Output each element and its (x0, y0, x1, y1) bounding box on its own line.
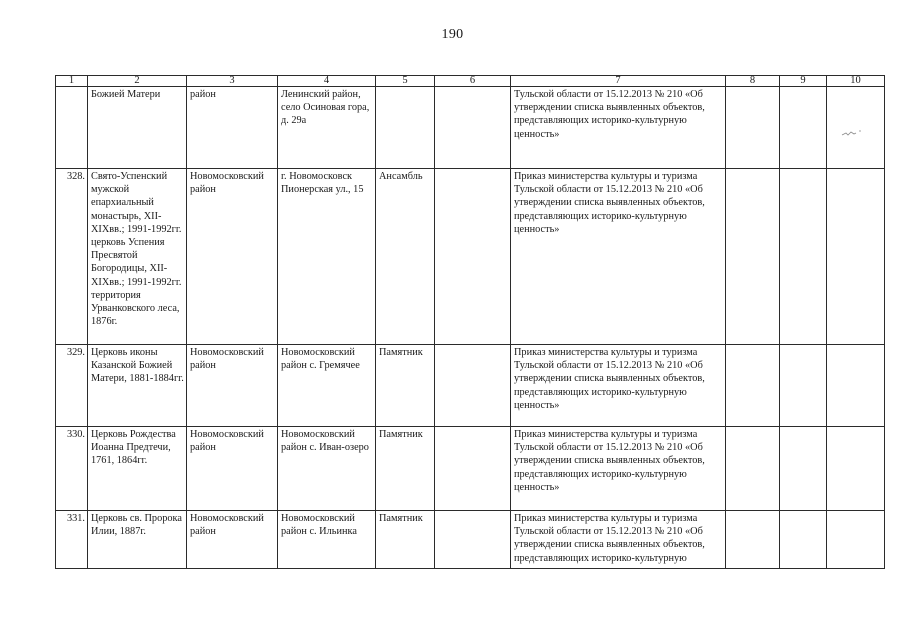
row-number: 328. (56, 169, 88, 345)
object-type (376, 87, 435, 169)
cell-col8 (726, 511, 780, 569)
cell-col10 (827, 87, 885, 169)
cell-col9 (780, 345, 827, 427)
address: Ленинский район, село Осиновая гора, д. 29а (278, 87, 376, 169)
address: Новомосковский район с. Гремячее (278, 345, 376, 427)
column-number-row (56, 76, 885, 87)
column-number: 2 (88, 76, 187, 87)
row-number: 331. (56, 511, 88, 569)
district: Новомосковский район (187, 345, 278, 427)
column-number: 7 (511, 76, 726, 87)
column-number: 1 (56, 76, 88, 87)
table-row (56, 345, 885, 427)
object-name: Церковь иконы Казанской Божией Матери, 1881-1884гг. (88, 345, 187, 427)
cell-col6 (435, 87, 511, 169)
cell-col10 (827, 427, 885, 511)
cell-col8 (726, 427, 780, 511)
cell-col9 (780, 169, 827, 345)
heritage-register-table (55, 75, 885, 569)
cell-col10 (827, 345, 885, 427)
cell-col6 (435, 511, 511, 569)
page-number: 190 (441, 27, 464, 42)
row-number: 329. (56, 345, 88, 427)
table-row (56, 87, 885, 169)
table-row (56, 427, 885, 511)
column-number: 4 (278, 76, 376, 87)
column-number: 6 (435, 76, 511, 87)
cell-col9 (780, 87, 827, 169)
row-number: 330. (56, 427, 88, 511)
cell-col9 (780, 427, 827, 511)
column-number: 9 (780, 76, 827, 87)
object-type: Памятник (376, 427, 435, 511)
column-number: 5 (376, 76, 435, 87)
column-number: 8 (726, 76, 780, 87)
object-name: Божией Матери (88, 87, 187, 169)
object-type: Памятник (376, 511, 435, 569)
protection-document: Приказ министерства культуры и туризма Тульской области от 15.12.2013 № 210 «Об утверждении списка выявленных объектов, представляющих историко-культурную ценность» (511, 169, 726, 345)
cell-col6 (435, 345, 511, 427)
address: Новомосковский район с. Ильинка (278, 511, 376, 569)
district: Новомосковский район (187, 427, 278, 511)
district: Новомосковский район (187, 169, 278, 345)
cell-col8 (726, 345, 780, 427)
table-row (56, 169, 885, 345)
address: Новомосковский район с. Иван-озеро (278, 427, 376, 511)
cell-col6 (435, 427, 511, 511)
district: район (187, 87, 278, 169)
object-type: Памятник (376, 345, 435, 427)
object-name: Церковь Рождества Иоанна Предтечи, 1761, 1864гг. (88, 427, 187, 511)
cell-col10 (827, 169, 885, 345)
object-type: Ансамбль (376, 169, 435, 345)
address: г. Новомосковск Пионерская ул., 15 (278, 169, 376, 345)
object-name: Церковь св. Пророка Илии, 1887г. (88, 511, 187, 569)
table-row (56, 511, 885, 569)
cell-col8 (726, 87, 780, 169)
cell-col10 (827, 511, 885, 569)
pen-mark-scribble (841, 129, 863, 139)
cell-col9 (780, 511, 827, 569)
column-number: 10 (827, 76, 885, 87)
district: Новомосковский район (187, 511, 278, 569)
protection-document: Приказ министерства культуры и туризма Тульской области от 15.12.2013 № 210 «Об утверждении списка выявленных объектов, представляющих историко-культурную ценность» (511, 345, 726, 427)
cell-col6 (435, 169, 511, 345)
row-number (56, 87, 88, 169)
column-number: 3 (187, 76, 278, 87)
protection-document: Тульской области от 15.12.2013 № 210 «Об утверждении списка выявленных объектов, представляющих историко-культурную ценность» (511, 87, 726, 169)
object-name: Свято-Успенский мужской епархиальный монастырь, XII-XIXвв.; 1991-1992гг. церковь Успения Пресвятой Богородицы, XII-XIXвв.; 1991-1992гг. территория Урванковского леса, 1876г. (88, 169, 187, 345)
protection-document: Приказ министерства культуры и туризма Тульской области от 15.12.2013 № 210 «Об утверждении списка выявленных объектов, представляющих историко-культурную (511, 511, 726, 569)
protection-document: Приказ министерства культуры и туризма Тульской области от 15.12.2013 № 210 «Об утверждении списка выявленных объектов, представляющих историко-культурную ценность» (511, 427, 726, 511)
cell-col8 (726, 169, 780, 345)
